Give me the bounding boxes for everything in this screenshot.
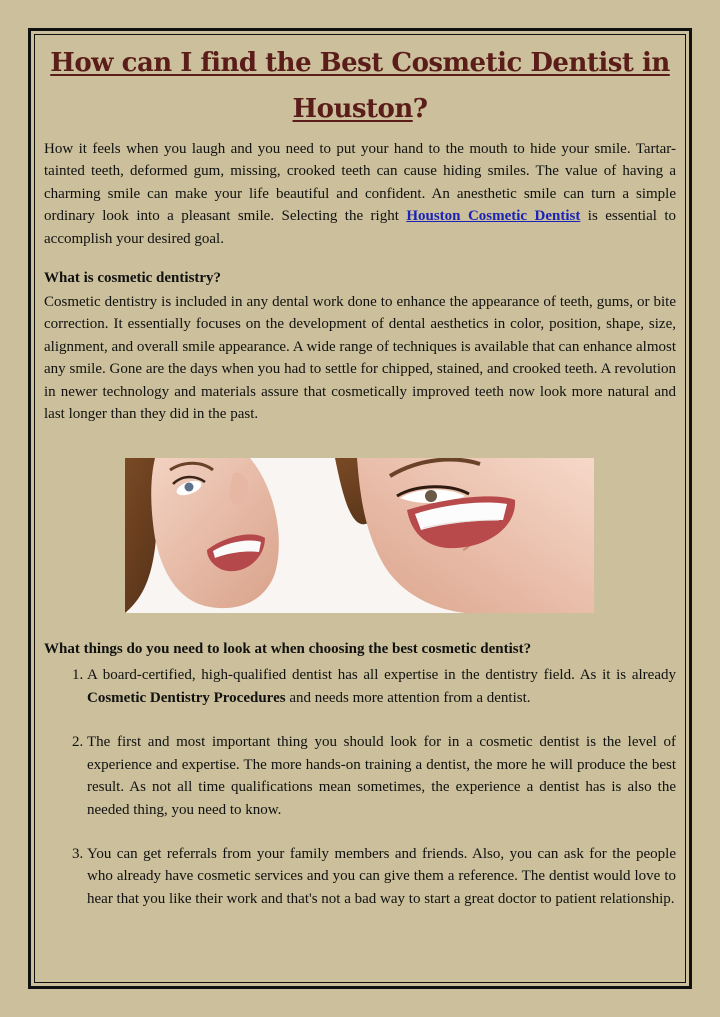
section-heading-what-to-look-for: What things do you need to look at when choosing the best cosmetic dentist? [44,641,532,658]
houston-cosmetic-dentist-link[interactable]: Houston Cosmetic Dentist [406,208,581,225]
list-item-text: and needs more attention from a dentist. [285,689,531,706]
list-item-text: A board-certified, high-qualified dentist has all expertise in the dentistry field. As it is already [87,667,676,684]
list-item-text: The first and most important thing you should look for in a cosmetic dentist is the level of experience and expertise. The more hands-on training a dentist, the more he will produce the best result. As not all time qualifications mean sometimes, the experience a dentist has is also the needed thing, you need to know. [87,734,676,818]
section-heading-what-is: What is cosmetic dentistry? [44,270,222,287]
page-title-punctuation: ? [412,94,428,124]
smiling-women-illustration [125,458,594,613]
list-item-text: You can get referrals from your family members and friends. Also, you can ask for the people who already have cosmetic services and you can give them a reference. The dentist would love to hear that you like their work and that's not a bad way to start a great doctor to patient relationship. [87,845,676,907]
list-item [87,731,676,821]
page-title-text: How can I find the Best Cosmetic Dentist in Houston [50,48,670,124]
smiling-women-image [125,458,594,613]
cosmetic-dentistry-procedures-text: Cosmetic Dentistry Procedures [87,689,286,706]
criteria-list [44,664,676,910]
article [44,40,676,932]
page-title [44,40,676,132]
intro-text-end: is essential to accomplish your desired goal. [44,208,677,247]
intro-paragraph [44,138,676,250]
intro-text-start: How it feels when you laugh and you need to put your hand to the mouth to hide your smile. Tartar-tainted teeth, deformed gum, missing, crooked teeth can cause hiding smiles. The value of having a charming smile can make your life beautiful and confident. An anesthetic smile can turn a simple ordinary look into a pleasant smile. Selecting the right [44,141,676,225]
section-body-what-is: Cosmetic dentistry is included in any dental work done to enhance the appearance of teeth, gums, or bite correction. It essentially focuses on the development of dental aesthetics in color, position, shape, size, alignment, and overall smile appearance. A wide range of techniques is available that can enhance almost any smile. Gone are the days when you had to settle for chipped, stained, and crooked teeth. A revolution in newer technology and materials assure that cosmetically improved teeth now look more natural and last longer than they did in the past. [44,294,676,423]
list-item [87,843,676,910]
list-item [87,664,676,709]
